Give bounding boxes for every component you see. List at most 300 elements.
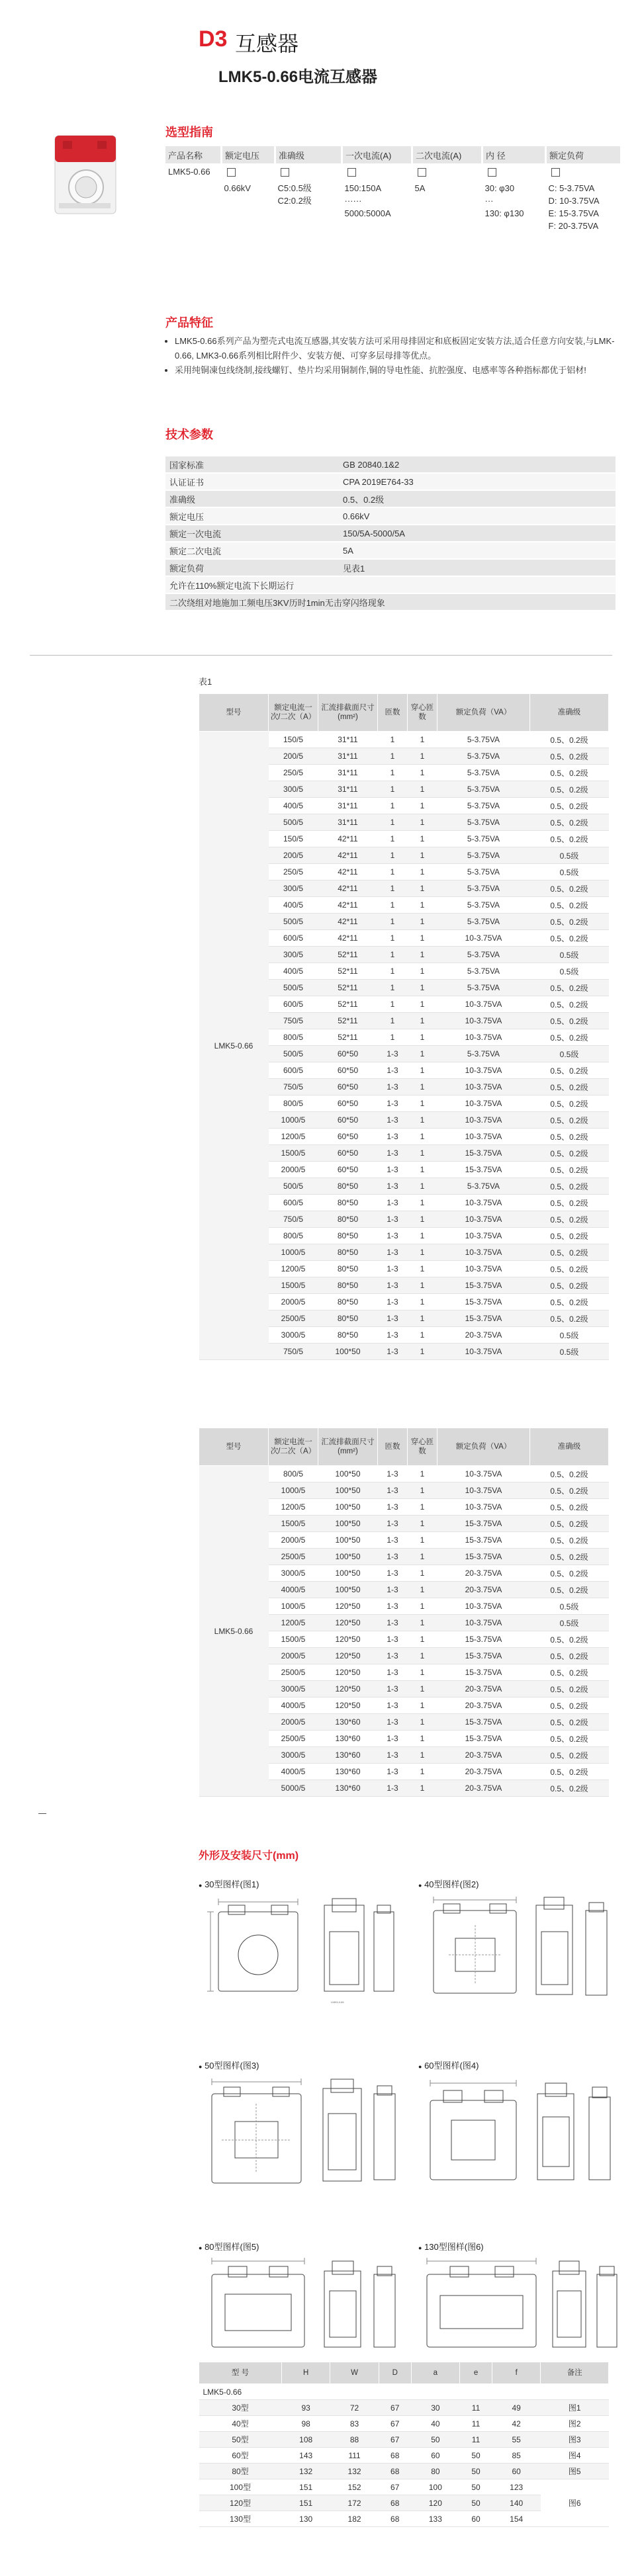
t2-cell: 100*50 (318, 1532, 378, 1549)
dims-model-cell: 30型 (199, 2400, 282, 2416)
feature-item-1: • LMK5-0.66系列产品为塑壳式电流互感器,其安装方法可采用母排固定和底板固定安装方法,适合任意方向安装,与LMK-0.66, LMK3-0.66系列相比附件少、安装方便、可穿多层母排等优点。 (175, 334, 625, 363)
dims-row (199, 2464, 609, 2479)
t1-cell: 1 (378, 814, 408, 831)
selection-table (165, 146, 622, 234)
dims-cell: 67 (379, 2432, 411, 2448)
t2-cell: 15-3.75VA (437, 1664, 530, 1681)
dims-cell: 100 (411, 2479, 459, 2495)
t1-cell: 750/5 (269, 1211, 318, 1228)
t2-cell: 2000/5 (269, 1648, 318, 1664)
t2-cell: 0.5、0.2级 (530, 1532, 609, 1549)
t1-cell: 500/5 (269, 1046, 318, 1062)
t1-cell: 10-3.75VA (437, 1062, 530, 1079)
t1-cell: 5-3.75VA (437, 1046, 530, 1062)
t1-cell: 100*50 (318, 1344, 378, 1360)
dims-model-cell: 60型 (199, 2448, 282, 2464)
t2-cell: 1-3 (378, 1549, 408, 1565)
t1-cell: 2000/5 (269, 1162, 318, 1178)
figure-caption-6: ● 130型图样(图6) (418, 2242, 484, 2252)
t1-cell: 60*50 (318, 1079, 378, 1095)
t1-cell: 0.5级 (530, 1344, 609, 1360)
dims-cell: 154 (492, 2511, 541, 2527)
dims-table (199, 2362, 609, 2527)
t1-cell: 250/5 (269, 765, 318, 781)
t1-cell: 1 (378, 847, 408, 864)
t2-cell: 1 (408, 1582, 437, 1598)
t1-cell: 1 (378, 748, 408, 765)
t1-cell: 80*50 (318, 1211, 378, 1228)
t1-header-through: 穿心匝数 (408, 694, 437, 732)
t1-cell: 1-3 (378, 1145, 408, 1162)
t1-cell: 60*50 (318, 1046, 378, 1062)
sel-diameter-1: 30: φ30 (484, 183, 515, 193)
t2-cell: 1-3 (378, 1714, 408, 1731)
t1-cell: 31*11 (318, 781, 378, 798)
t1-header-model: 型号 (199, 694, 269, 732)
dims-row (199, 2416, 609, 2432)
t2-cell: 0.5、0.2级 (530, 1780, 609, 1797)
t1-cell: 1-3 (378, 1162, 408, 1178)
t1-cell: 1-3 (378, 1294, 408, 1310)
t1-cell: 1 (408, 1013, 437, 1029)
t1-cell: 1 (378, 980, 408, 996)
t2-cell: 100*50 (318, 1516, 378, 1532)
t2-cell: 0.5、0.2级 (530, 1731, 609, 1747)
dims-header-d: D (379, 2362, 411, 2384)
t1-header-load: 额定负荷（VA） (437, 694, 530, 732)
t1-cell: 60*50 (318, 1129, 378, 1145)
t1-cell: 0.5级 (530, 847, 609, 864)
t1-cell: 10-3.75VA (437, 930, 530, 947)
t1-header-accuracy: 准确级 (530, 694, 609, 732)
dims-header-a: a (411, 2362, 459, 2384)
t2-cell: 20-3.75VA (437, 1780, 530, 1797)
t1-cell: 5-3.75VA (437, 897, 530, 914)
t1-cell: 300/5 (269, 947, 318, 963)
t2-cell: 3000/5 (269, 1747, 318, 1764)
dims-row (199, 2448, 609, 2464)
t1-cell: 31*11 (318, 732, 378, 748)
t1-cell: 0.5、0.2级 (530, 1145, 609, 1162)
sel-load-3: E: 15-3.75VA (548, 208, 599, 218)
t1-cell: 1 (408, 880, 437, 897)
diameter-checkbox[interactable] (488, 168, 496, 177)
t1-cell: 1 (378, 996, 408, 1013)
t2-cell: 1-3 (378, 1731, 408, 1747)
features-list (165, 334, 625, 378)
tech-value: 5A (339, 542, 616, 559)
t1-cell: 2000/5 (269, 1294, 318, 1310)
dims-cell: 67 (379, 2479, 411, 2495)
t1-cell: 1 (378, 781, 408, 798)
t2-cell: 1 (408, 1499, 437, 1516)
t1-cell: 0.5、0.2级 (530, 914, 609, 930)
tech-value: 150/5A-5000/5A (339, 525, 616, 542)
t2-cell: 3000/5 (269, 1681, 318, 1697)
t2-header-current: 额定电流一次/二次（A） (269, 1428, 318, 1466)
t1-cell: 1 (408, 1178, 437, 1195)
sel-load-1: C: 5-3.75VA (548, 183, 595, 193)
t1-cell: 200/5 (269, 748, 318, 765)
tech-key: 额定二次电流 (165, 542, 339, 559)
figure-caption-3: ● 50型图样(图3) (199, 2061, 259, 2071)
t1-cell: 5-3.75VA (437, 748, 530, 765)
t1-cell: 1 (408, 1079, 437, 1095)
t2-cell: 0.5、0.2级 (530, 1747, 609, 1764)
tech-value: 0.5、0.2级 (339, 490, 616, 507)
dims-cell: 50 (411, 2432, 459, 2448)
t1-cell: 2500/5 (269, 1310, 318, 1327)
dims-cell: 11 (460, 2432, 492, 2448)
t1-cell: 5-3.75VA (437, 947, 530, 963)
t2-cell: 1-3 (378, 1697, 408, 1714)
dims-cell: 图3 (541, 2432, 609, 2448)
dims-cell: 图6 (541, 2479, 609, 2527)
t1-cell: 10-3.75VA (437, 1013, 530, 1029)
t1-cell: 10-3.75VA (437, 1344, 530, 1360)
t1-cell: 800/5 (269, 1095, 318, 1112)
t1-cell: 400/5 (269, 798, 318, 814)
t1-cell: 1000/5 (269, 1112, 318, 1129)
dims-cell: 143 (282, 2448, 330, 2464)
dims-cell: 68 (379, 2511, 411, 2527)
t1-cell: 1-3 (378, 1344, 408, 1360)
t1-cell: 20-3.75VA (437, 1327, 530, 1344)
t1-cell: 500/5 (269, 914, 318, 930)
t1-cell: 0.5、0.2级 (530, 1261, 609, 1277)
t1-cell: 1200/5 (269, 1129, 318, 1145)
t1-cell: 5-3.75VA (437, 880, 530, 897)
t1-cell: 5-3.75VA (437, 963, 530, 980)
t1-cell: 5-3.75VA (437, 814, 530, 831)
t1-cell: 1 (378, 1029, 408, 1046)
t1-cell: 80*50 (318, 1327, 378, 1344)
t2-cell: 0.5级 (530, 1598, 609, 1615)
dims-cell: 50 (460, 2448, 492, 2464)
t2-cell: 1-3 (378, 1681, 408, 1697)
t1-cell: 42*11 (318, 930, 378, 947)
t1-cell: 600/5 (269, 996, 318, 1013)
t1-cell: 1 (408, 765, 437, 781)
t1-cell: 1 (378, 732, 408, 748)
t2-cell: 0.5、0.2级 (530, 1499, 609, 1516)
dims-row (199, 2432, 609, 2448)
dims-cell: 60 (460, 2511, 492, 2527)
tech-value: 见表1 (339, 559, 616, 576)
t1-cell: 750/5 (269, 1079, 318, 1095)
sel-header-accuracy: 准确级 (275, 146, 342, 163)
t1-cell: 42*11 (318, 914, 378, 930)
dims-cell: 55 (492, 2432, 541, 2448)
t1-cell: 1 (378, 880, 408, 897)
t2-cell: 1 (408, 1631, 437, 1648)
t2-cell: 20-3.75VA (437, 1764, 530, 1780)
tech-note-1: 允许在110%额定电流下长期运行 (165, 576, 616, 593)
t2-cell: 120*50 (318, 1598, 378, 1615)
sel-header-load: 额定负荷 (546, 146, 621, 163)
dims-cell: 123 (492, 2479, 541, 2495)
dims-model-cell: 130型 (199, 2511, 282, 2527)
t1-cell: 0.5、0.2级 (530, 930, 609, 947)
t1-cell: 0.5、0.2级 (530, 1211, 609, 1228)
t2-cell: 1-3 (378, 1747, 408, 1764)
sel-header-primary: 一次电流(A) (342, 146, 412, 163)
t2-cell: 1-3 (378, 1764, 408, 1780)
t1-cell: 52*11 (318, 1029, 378, 1046)
dims-cell: 68 (379, 2464, 411, 2479)
t1-cell: 3000/5 (269, 1327, 318, 1344)
sel-name: LMK5-0.66 (168, 167, 210, 177)
t1-cell: 1-3 (378, 1046, 408, 1062)
selection-title: 选型指南 (165, 126, 213, 139)
t2-cell: 1-3 (378, 1516, 408, 1532)
sel-header-name: 产品名称 (165, 146, 222, 163)
dims-cell: 120 (411, 2495, 459, 2511)
dims-cell: 108 (282, 2432, 330, 2448)
dims-cell: 50 (460, 2495, 492, 2511)
t1-cell: 1 (408, 1029, 437, 1046)
t1-cell: 200/5 (269, 847, 318, 864)
t1-cell: 15-3.75VA (437, 1294, 530, 1310)
t1-cell: 1-3 (378, 1261, 408, 1277)
voltage-checkbox[interactable] (227, 168, 236, 177)
t2-cell: 100*50 (318, 1565, 378, 1582)
t2-cell: 0.5、0.2级 (530, 1764, 609, 1780)
table2 (199, 1428, 609, 1797)
dims-cell: 83 (330, 2416, 379, 2432)
t2-cell: 1500/5 (269, 1516, 318, 1532)
tech-key: 额定负荷 (165, 559, 339, 576)
t1-cell: 0.5、0.2级 (530, 814, 609, 831)
t1-cell: 1-3 (378, 1244, 408, 1261)
t2-cell: 3000/5 (269, 1565, 318, 1582)
t2-cell: 20-3.75VA (437, 1697, 530, 1714)
tech-key: 额定一次电流 (165, 525, 339, 542)
t2-cell: 1 (408, 1697, 437, 1714)
t2-cell: 1 (408, 1780, 437, 1797)
t2-cell: 100*50 (318, 1582, 378, 1598)
series-code: D3 (199, 26, 228, 52)
t1-cell: 52*11 (318, 1013, 378, 1029)
t1-cell: 1000/5 (269, 1244, 318, 1261)
t1-cell: 10-3.75VA (437, 1129, 530, 1145)
table1 (199, 693, 609, 1360)
t1-cell: 60*50 (318, 1095, 378, 1112)
t2-cell: 0.5、0.2级 (530, 1582, 609, 1598)
t1-cell: 0.5、0.2级 (530, 1244, 609, 1261)
dims-cell: 72 (330, 2400, 379, 2416)
t2-cell: 1 (408, 1466, 437, 1482)
t1-cell: 1-3 (378, 1211, 408, 1228)
dims-cell: 151 (282, 2479, 330, 2495)
t1-cell: 0.5、0.2级 (530, 1178, 609, 1195)
t1-cell: 600/5 (269, 1195, 318, 1211)
t2-cell: 1200/5 (269, 1499, 318, 1516)
secondary-checkbox[interactable] (418, 168, 426, 177)
t1-cell: 0.5、0.2级 (530, 1129, 609, 1145)
t1-cell: 1-3 (378, 1277, 408, 1294)
dims-cell: 88 (330, 2432, 379, 2448)
t1-cell: 1 (408, 1244, 437, 1261)
accuracy-checkbox[interactable] (281, 168, 289, 177)
figure-caption-2: ● 40型图样(图2) (418, 1879, 479, 1889)
t1-cell: 0.5、0.2级 (530, 1310, 609, 1327)
t1-cell: 0.5、0.2级 (530, 1095, 609, 1112)
dims-cell: 93 (282, 2400, 330, 2416)
t1-cell: 0.5、0.2级 (530, 781, 609, 798)
dims-cell: 182 (330, 2511, 379, 2527)
t1-cell: 0.5、0.2级 (530, 897, 609, 914)
t1-cell: 31*11 (318, 748, 378, 765)
t1-cell: 10-3.75VA (437, 1079, 530, 1095)
t2-cell: 120*50 (318, 1681, 378, 1697)
t2-header-model: 型号 (199, 1428, 269, 1466)
t1-cell: 0.5、0.2级 (530, 880, 609, 897)
t1-cell: 1 (408, 1228, 437, 1244)
t2-cell: 120*50 (318, 1697, 378, 1714)
t2-cell: 130*60 (318, 1747, 378, 1764)
t1-cell: 10-3.75VA (437, 1244, 530, 1261)
t1-cell: 1500/5 (269, 1145, 318, 1162)
t1-cell: 0.5级 (530, 864, 609, 880)
dims-cell: 49 (492, 2400, 541, 2416)
tech-value: 0.66kV (339, 507, 616, 525)
t2-cell: 10-3.75VA (437, 1482, 530, 1499)
t1-cell: 42*11 (318, 897, 378, 914)
t1-cell: 800/5 (269, 1029, 318, 1046)
t1-cell: 5-3.75VA (437, 914, 530, 930)
t2-cell: 1-3 (378, 1631, 408, 1648)
t2-cell: 1-3 (378, 1648, 408, 1664)
t1-cell: 1 (408, 814, 437, 831)
t1-cell: 5-3.75VA (437, 1178, 530, 1195)
t2-cell: 1 (408, 1731, 437, 1747)
features-title: 产品特征 (165, 316, 213, 329)
t1-cell: 80*50 (318, 1294, 378, 1310)
t1-cell: 1 (408, 798, 437, 814)
t2-cell: 1 (408, 1764, 437, 1780)
t2-cell: 10-3.75VA (437, 1499, 530, 1516)
t1-cell: 60*50 (318, 1162, 378, 1178)
dims-cell: 68 (379, 2495, 411, 2511)
t2-cell: 1-3 (378, 1615, 408, 1631)
t2-cell: 1 (408, 1598, 437, 1615)
t2-cell: 120*50 (318, 1648, 378, 1664)
t1-cell: 5-3.75VA (437, 781, 530, 798)
sel-voltage: 0.66kV (224, 183, 251, 193)
primary-checkbox[interactable] (347, 168, 356, 177)
t1-cell: 0.5、0.2级 (530, 831, 609, 847)
sel-load-4: F: 20-3.75VA (548, 221, 599, 231)
t1-cell: 52*11 (318, 980, 378, 996)
t1-cell: 1 (408, 847, 437, 864)
figure-2-drawing (424, 1892, 622, 2004)
t2-cell: 2000/5 (269, 1532, 318, 1549)
t1-cell: 750/5 (269, 1013, 318, 1029)
t2-cell: 15-3.75VA (437, 1731, 530, 1747)
t2-cell: 1-3 (378, 1565, 408, 1582)
t2-cell: 0.5、0.2级 (530, 1697, 609, 1714)
load-checkbox[interactable] (551, 168, 560, 177)
t2-cell: 15-3.75VA (437, 1631, 530, 1648)
t1-cell: 1-3 (378, 1062, 408, 1079)
t2-cell: 10-3.75VA (437, 1466, 530, 1482)
dims-cell: 85 (492, 2448, 541, 2464)
t1-cell: 1 (408, 930, 437, 947)
figure-5-drawing (205, 2254, 404, 2354)
t1-cell: 0.5、0.2级 (530, 1294, 609, 1310)
t2-cell: 130*60 (318, 1764, 378, 1780)
t1-cell: 1 (408, 748, 437, 765)
dims-header-note: 备注 (541, 2362, 609, 2384)
t2-cell: 0.5级 (530, 1615, 609, 1631)
t1-cell: 10-3.75VA (437, 1261, 530, 1277)
t2-cell: 10-3.75VA (437, 1598, 530, 1615)
t1-cell: 15-3.75VA (437, 1145, 530, 1162)
figure-3-drawing (205, 2074, 404, 2190)
dims-row (199, 2479, 609, 2495)
t2-cell: 2000/5 (269, 1714, 318, 1731)
t1-cell: 0.5级 (530, 1327, 609, 1344)
t1-cell: 1-3 (378, 1195, 408, 1211)
feature-item-2: • 采用纯铜凍包线绕制,接线螺钉、垫片均采用铜制作,铜的导电性能、抗腔强度、电感率等各种指标都优于铝材! (175, 363, 625, 378)
t1-cell: 0.5、0.2级 (530, 1062, 609, 1079)
dims-cell: 130 (282, 2511, 330, 2527)
figure-6-drawing (424, 2254, 622, 2354)
dims-cell: 50 (460, 2479, 492, 2495)
t1-cell: 10-3.75VA (437, 996, 530, 1013)
t1-cell: 80*50 (318, 1195, 378, 1211)
dims-cell: 68 (379, 2448, 411, 2464)
dims-cell: 133 (411, 2511, 459, 2527)
dims-cell: 图4 (541, 2448, 609, 2464)
t2-cell: 15-3.75VA (437, 1714, 530, 1731)
dims-cell: 132 (330, 2464, 379, 2479)
t1-cell: 31*11 (318, 798, 378, 814)
t1-cell: 60*50 (318, 1062, 378, 1079)
t1-cell: 1 (378, 947, 408, 963)
t2-cell: 100*50 (318, 1482, 378, 1499)
dims-cell: 111 (330, 2448, 379, 2464)
t2-cell: 100*50 (318, 1549, 378, 1565)
t2-cell: 5000/5 (269, 1780, 318, 1797)
t2-cell: 0.5、0.2级 (530, 1648, 609, 1664)
tech-title: 技术参数 (165, 428, 213, 441)
t2-cell: 10-3.75VA (437, 1615, 530, 1631)
t1-header-current: 额定电流一次/二次（A） (269, 694, 318, 732)
t1-cell: 1 (378, 831, 408, 847)
t1-cell: 15-3.75VA (437, 1277, 530, 1294)
t2-cell: 4000/5 (269, 1697, 318, 1714)
t1-cell: 80*50 (318, 1178, 378, 1195)
t1-cell: 0.5级 (530, 963, 609, 980)
tech-key: 准确级 (165, 490, 339, 507)
t1-cell: 52*11 (318, 963, 378, 980)
t2-cell: 1 (408, 1532, 437, 1549)
tech-value: CPA 2019E764-33 (339, 473, 616, 490)
t1-cell: 0.5、0.2级 (530, 765, 609, 781)
t1-cell: 500/5 (269, 980, 318, 996)
figure-caption-4: ● 60型图样(图4) (418, 2061, 479, 2071)
t2-cell: 20-3.75VA (437, 1747, 530, 1764)
t2-cell: 100*50 (318, 1499, 378, 1516)
t1-cell: 1 (408, 1277, 437, 1294)
t1-cell: 80*50 (318, 1277, 378, 1294)
t2-cell: 1 (408, 1714, 437, 1731)
t1-cell: 1 (408, 1195, 437, 1211)
t1-cell: 1 (408, 914, 437, 930)
t1-cell: 1 (408, 1261, 437, 1277)
